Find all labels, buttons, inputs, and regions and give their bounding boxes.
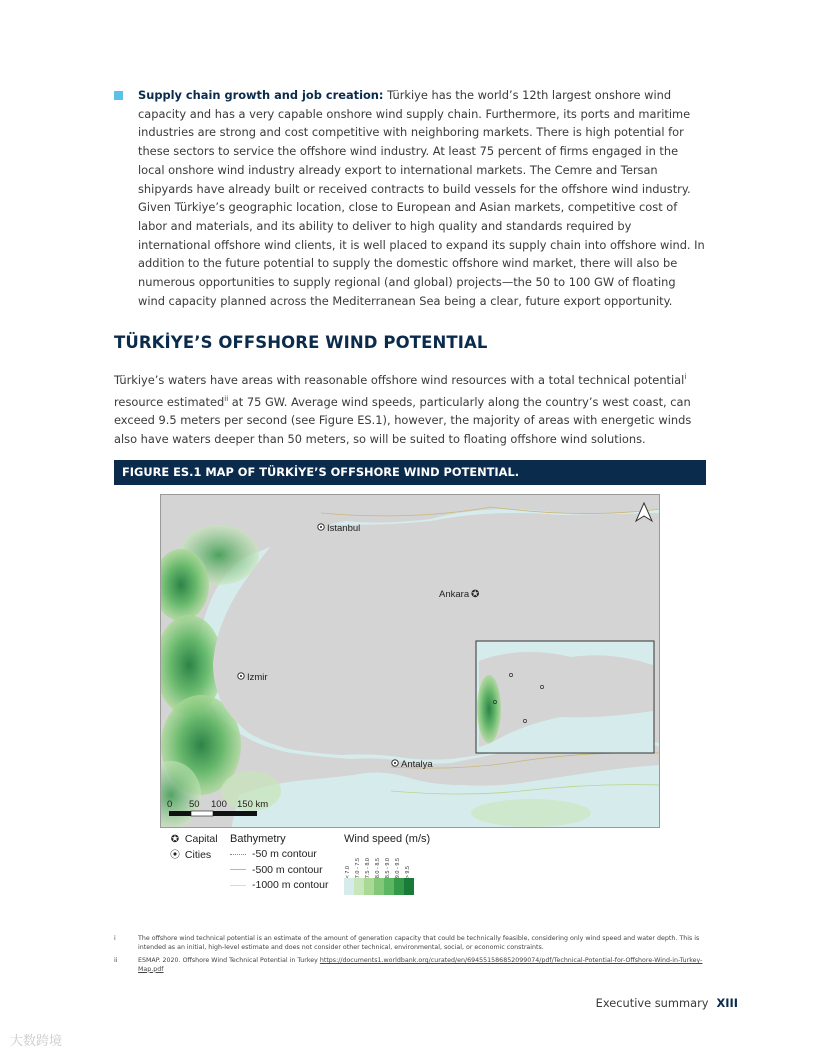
legend-capital-label: Capital: [184, 833, 218, 845]
label-izmir: Izmir: [247, 672, 268, 683]
footer-label: Executive summary: [595, 996, 709, 1010]
wind-swatch-2: [364, 878, 374, 895]
legend-cities: [168, 832, 228, 863]
page-number: XIII: [716, 996, 738, 1010]
wind-swatch-6: [404, 878, 414, 895]
footnote-ref-i[interactable]: i: [684, 373, 687, 381]
bullet-text: [138, 86, 706, 310]
watermark: 大数跨境: [10, 1034, 63, 1049]
bullet-item: [114, 86, 706, 310]
page-footer: [596, 996, 738, 1010]
intro-text-1: Türkiye’s waters have areas with reasonable offshore wind resources with a total technical potential: [114, 372, 685, 387]
map-legend: [168, 832, 468, 902]
footnote-ref-ii[interactable]: ii: [224, 394, 229, 403]
wind-bin-label-2: 7.5 - 8.0: [365, 857, 371, 878]
wind-swatch-0: [344, 878, 354, 895]
legend-wind: [344, 832, 454, 878]
footnote-link[interactable]: https://documents1.worldbank.org/curated/en/694551586852099074/pdf/Technical-Potential-for-Offshore-Wind-in-Turkey-Map.pdf: [138, 957, 703, 973]
scale-tick-150: 150 km: [237, 799, 269, 810]
capital-legend-icon: ✪: [170, 834, 180, 845]
capital-icon: ✪: [471, 589, 480, 600]
legend-bathymetry: [230, 832, 340, 894]
label-ankara: Ankara: [439, 589, 470, 600]
legend-bathymetry-title: Bathymetry: [230, 833, 286, 845]
wind-zone-east-med: [471, 799, 591, 827]
wind-swatch-5: [394, 878, 404, 895]
section-title: TÜRKİYE’S OFFSHORE WIND POTENTIAL: [114, 333, 488, 352]
wind-swatch-3: [374, 878, 384, 895]
footnote-i: [114, 935, 706, 952]
legend-contour-1000-label: -1000 m contour: [252, 879, 329, 891]
wind-bin-label-5: 9.0 - 9.5: [395, 857, 401, 878]
wind-bin-label-6: > 9.5: [405, 865, 411, 878]
intro-paragraph: [114, 368, 708, 448]
map-svg: [161, 495, 660, 828]
legend-contour-500-label: -500 m contour: [252, 863, 323, 876]
legend-contour-50-label: -50 m contour: [252, 848, 317, 860]
legend-contour-50: [230, 847, 340, 863]
city-legend-icon: ⦿: [170, 849, 180, 861]
wind-swatch-1: [354, 878, 364, 895]
wind-bin-label-0: < 7.0: [345, 865, 351, 878]
footnote-ii: [114, 957, 706, 974]
footnote-text-i: The offshore wind technical potential is an estimate of the amount of generation capacity that could be technically feasible, considering only wind speed and water depth. This is intended as an initial, high-level estimate and does not consider other technical, environmental, social, or economic constraints.: [138, 935, 700, 951]
footnotes: [114, 935, 706, 979]
scale-tick-100: 100: [211, 799, 227, 810]
bullet-lead: Supply chain growth and job creation:: [138, 88, 384, 102]
legend-cities-label: Cities: [184, 848, 212, 861]
label-istanbul: Istanbul: [327, 523, 361, 534]
city-ankara[interactable]: [439, 589, 479, 600]
footnote-text-ii: [138, 957, 706, 974]
scale-tick-50: 50: [189, 799, 200, 810]
footnote-text-ii-body: ESMAP. 2020. Offshore Wind Technical Potential in Turkey: [138, 957, 320, 964]
bullet-square-icon: [114, 91, 123, 100]
contour-50-icon: [230, 854, 246, 855]
wind-bin-label-3: 8.0 - 8.5: [375, 857, 381, 878]
legend-city: [168, 848, 228, 864]
legend-contour-500: [230, 863, 340, 879]
wind-swatch-4: [384, 878, 394, 895]
footnote-mark-i: i: [114, 935, 116, 942]
legend-contour-1000: [230, 878, 340, 894]
wind-bin-label-1: 7.0 - 7.5: [355, 857, 361, 878]
wind-swatches: [344, 878, 414, 895]
wind-bin-label-4: 8.5 - 9.0: [385, 857, 391, 878]
bullet-body: Türkiye has the world’s 12th largest onshore wind capacity and has a very capable onshore wind supply chain. Furthermore, its ports and maritime industries are strong and cost competitive with neighboring markets. There is high potential for these sectors to service the offshore wind industry. At least 75 percent of firms engaged in the local onshore wind industry already export to international markets. The Cemre and Tersan shipyards have already built or received contracts to build vessels for the offshore wind industry. Given Türkiye’s geographic location, close to European and Asian markets, competitive cost of labor and materials, and its ability to deliver to high quality and standards required by international offshore wind clients, it is well placed to expand its supply chain into offshore wind. In addition to the future potential to supply the domestic offshore wind market, there will also be numerous opportunities to supply regional (and global) projects—the 50 to 100 GW of floating wind capacity planned across the Mediterranean Sea being a clear, future export opportunity.: [138, 88, 705, 308]
inset-map: [476, 641, 654, 753]
scale-tick-0: 0: [167, 799, 173, 810]
legend-capital: [168, 832, 228, 848]
label-antalya: Antalya: [401, 759, 433, 770]
intro-text-2: resource estimated: [114, 394, 225, 409]
figure-title: FIGURE ES.1 MAP OF TÜRKİYE’S OFFSHORE WIND POTENTIAL.: [114, 460, 706, 485]
contour-1000-icon: [230, 885, 246, 886]
footnote-mark-ii: ii: [114, 957, 118, 964]
legend-wind-title: Wind speed (m/s): [344, 833, 431, 845]
offshore-wind-map: [160, 494, 660, 828]
intro-text-3: at 75 GW. Average wind speeds, particularly along the country’s west coast, can exceed 9.5 meters per second (see Figure ES.1), however, the majority of areas with energetic winds also have waters deeper than 50 meters, so will be suited to floating offshore wind solutions.: [114, 394, 692, 446]
contour-500-icon: [230, 869, 246, 870]
